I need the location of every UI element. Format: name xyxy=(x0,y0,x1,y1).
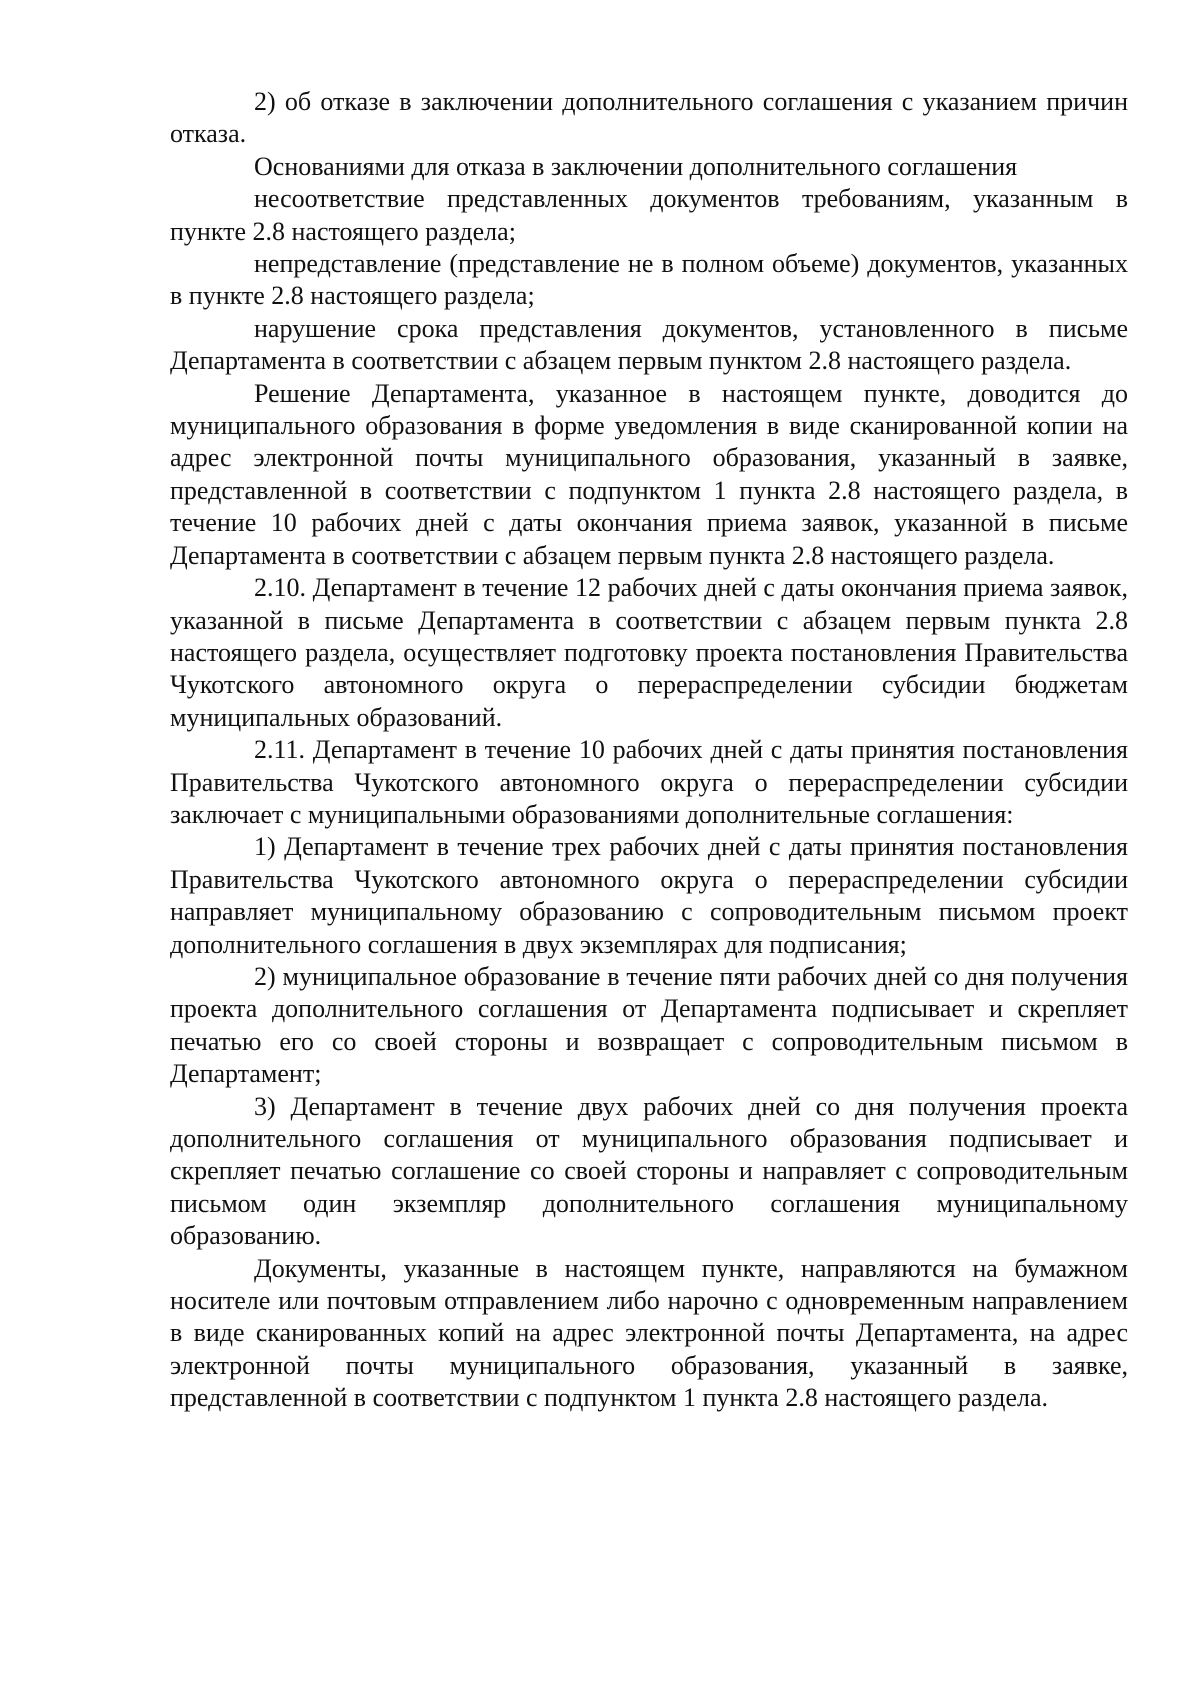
paragraph-documents-delivery: Документы, указанные в настоящем пункте, направляются на бумажном носителе или почтовым отправлением либо нарочно с одновременным направлением в виде сканированных копий на адрес электронной почты Департамента, на адрес электронной почты муниципального образования, указанный в заявке, представленной в соответствии с подпунктом 1 пункта 2.8 настоящего раздела. xyxy=(170,1253,1128,1413)
paragraph-ground-deadline-violation: нарушение срока представления документов, установленного в письме Департамента в соответствии с абзацем первым пунктом 2.8 настоящего раздела. xyxy=(170,313,1128,376)
paragraph-section-2-11: 2.11. Департамент в течение 10 рабочих дней с даты принятия постановления Правительства Чукотского автономного округа о перераспределении субсидии заключает с муниципальными образованиями дополнительные соглашения: xyxy=(170,735,1128,829)
paragraph-grounds-for-refusal: Основаниями для отказа в заключении дополнительного соглашения xyxy=(254,151,1018,181)
paragraph-section-2-10: 2.10. Департамент в течение 12 рабочих дней с даты окончания приема заявок, указанной в письме Департамента в соответствии с абзацем первым пункта 2.8 настоящего раздела, осуществляет подготовку проекта постановления Правительства Чукотского автономного округа о перераспределении субсидии бюджетам муниципальных образований. xyxy=(170,573,1128,732)
paragraph-refusal-item-2: 2) об отказе в заключении дополнительного соглашения с указанием причин отказа. xyxy=(170,87,1128,149)
paragraph-ground-noncompliance: несоответствие представленных документов требованиям, указанным в пункте 2.8 настоящего раздела; xyxy=(170,184,1128,246)
paragraph-department-decision: Решение Департамента, указанное в настоящем пункте, доводится до муниципального образования в форме уведомления в виде сканированной копии на адрес электронной почты муниципального образования, указанный в заявке, представленной в соответствии с подпунктом 1 пункта 2.8 настоящего раздела, в течение 10 рабочих дней с даты окончания приема заявок, указанной в письме Департамента в соответствии с абзацем первым пункта 2.8 настоящего раздела. xyxy=(170,378,1128,570)
paragraph-2-11-item-2: 2) муниципальное образование в течение пяти рабочих дней со дня получения проекта дополнительного соглашения от Департамента подписывает и скрепляет печатью его со своей стороны и возвращает с сопроводительным письмом в Департамент; xyxy=(170,961,1128,1089)
document-page xyxy=(170,86,1128,1415)
paragraph-2-11-item-3: 3) Департамент в течение двух рабочих дней со дня получения проекта дополнительного соглашения от муниципального образования подписывает и скрепляет печатью соглашение со своей стороны и направляет с сопроводительным письмом один экземпляр дополнительного соглашения муниципальному образованию. xyxy=(170,1091,1128,1251)
paragraph-ground-nonsubmission: непредставление (представление не в полном объеме) документов, указанных в пункте 2.8 настоящего раздела; xyxy=(170,249,1128,311)
paragraph-2-11-item-1: 1) Департамент в течение трех рабочих дней с даты принятия постановления Правительства Чукотского автономного округа о перераспределении субсидии направляет муниципальному образованию с сопроводительным письмом проект дополнительного соглашения в двух экземплярах для подписания; xyxy=(170,832,1128,959)
